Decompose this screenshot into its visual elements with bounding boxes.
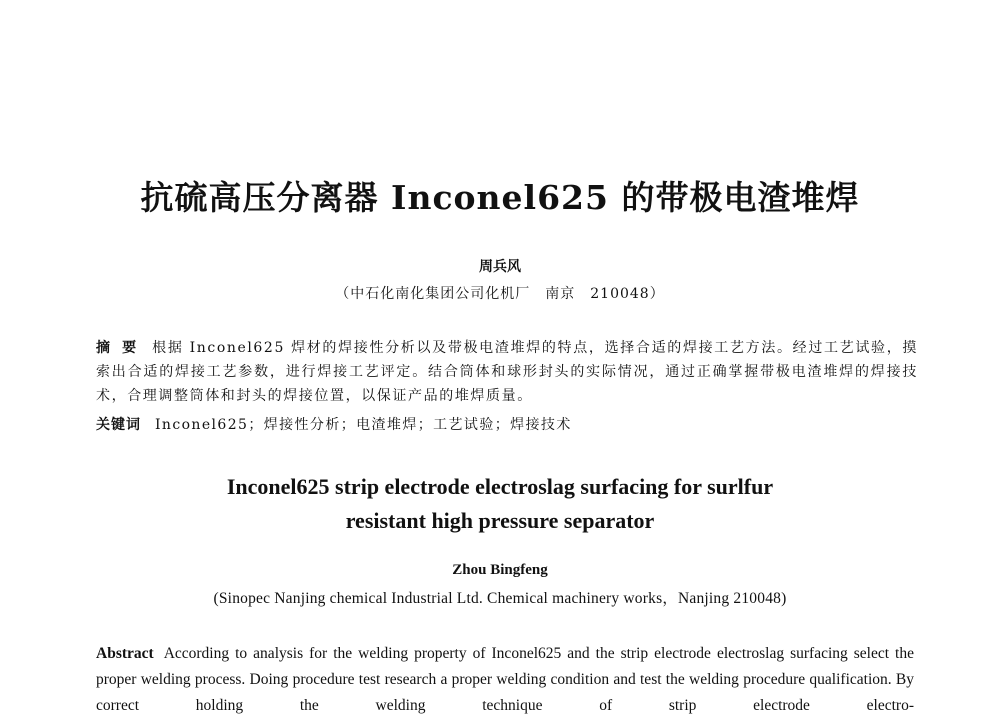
english-title-line-2: resistant high pressure separator	[345, 508, 655, 533]
chinese-keywords-text: Inconel625；焊接性分析；电渣堆焊；工艺试验；焊接技术	[155, 417, 572, 433]
chinese-keywords-label: 关键词	[96, 417, 141, 433]
chinese-abstract-text: 根据 Inconel625 焊材的焊接性分析以及带极电渣堆焊的特点，选择合适的焊接工艺方法。经过工艺试验，摸索出合适的焊接工艺参数，进行焊接工艺评定。结合筒体和球形封头的实际情况，通过正确掌握带极电渣堆焊的焊接技术，合理调整筒体和封头的焊接位置，以保证产品的堆焊质量。	[96, 340, 918, 404]
chinese-title: 抗硫高压分离器 Inconel625 的带极电渣堆焊	[140, 178, 860, 217]
english-abstract	[96, 641, 914, 719]
english-title-line-1: Inconel625 strip electrode electroslag surfacing for surlfur	[226, 474, 774, 499]
english-title	[0, 470, 1000, 538]
chinese-abstract-label: 摘要	[96, 340, 149, 356]
chinese-author: 周兵风	[479, 259, 521, 275]
chinese-affiliation: （中石化南化集团公司化机厂 南京 210048）	[335, 286, 665, 302]
english-abstract-text: According to analysis for the welding property of Inconel625 and the strip electrode electroslag surfacing select the proper welding process. Doing procedure test research a proper welding condition and test the welding procedure qualification. By correct holding the welding technique of strip electrode electro-	[96, 645, 914, 714]
chinese-abstract	[96, 336, 918, 408]
english-author: Zhou Bingfeng	[452, 562, 548, 578]
chinese-keywords	[96, 413, 918, 437]
english-affiliation: (Sinopec Nanjing chemical Industrial Ltd. Chemical machinery works，Nanjing 210048)	[213, 590, 787, 607]
english-abstract-label: Abstract	[96, 645, 154, 662]
